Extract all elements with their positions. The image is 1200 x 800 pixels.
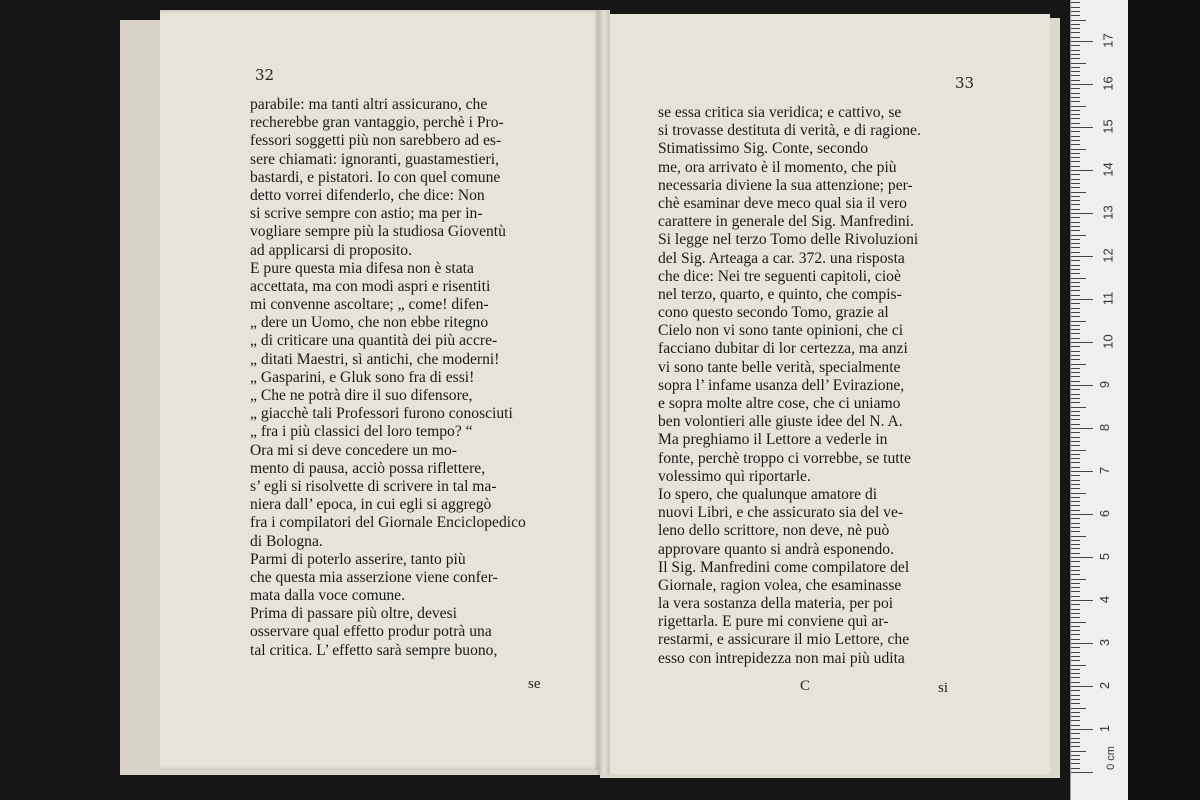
ruler-number: 2: [1097, 681, 1113, 690]
ruler-tick: [1071, 480, 1080, 481]
ruler-tick: [1071, 131, 1080, 132]
left_page-line: s’ egli si risolvette di scrivere in tal ma-: [250, 477, 497, 495]
left_page-line: tal critica. L’ effetto sarà sempre buono,: [250, 641, 498, 659]
ruler-tick: [1071, 273, 1080, 274]
left_page-line: che questa mia asserzione viene confer-: [250, 568, 498, 586]
ruler-tick: [1071, 183, 1080, 184]
ruler-tick: [1071, 204, 1080, 205]
ruler-tick: [1071, 114, 1080, 115]
ruler-tick: [1071, 351, 1080, 352]
ruler-tick: [1071, 746, 1080, 747]
right_page-line: nel terzo, quarto, e quinto, che compis-: [658, 285, 902, 303]
ruler-tick: [1071, 557, 1093, 558]
left_page-line: mi convenne ascoltare; „ come! difen-: [250, 296, 489, 314]
left_page-line: recherebbe gran vantaggio, perchè i Pro-: [250, 114, 504, 132]
left_page-line: accettata, ma con modi aspri e risentiti: [250, 277, 491, 295]
ruler-tick: [1071, 669, 1080, 670]
left_page-line: „ ditati Maestri, sì antichi, che moderni!: [250, 350, 500, 368]
left_page-line: Prima di passare più oltre, devesi: [250, 605, 457, 623]
ruler-tick: [1071, 415, 1080, 416]
ruler-number: 11: [1100, 291, 1116, 306]
right_page-line: ben volontieri alle giuste idee del N. A.: [658, 413, 903, 431]
ruler-tick: [1071, 708, 1086, 709]
ruler-tick: [1071, 41, 1093, 42]
ruler-tick: [1071, 308, 1080, 309]
ruler-tick: [1071, 613, 1080, 614]
left_page-line: parabile: ma tanti altri assicurano, che: [250, 96, 488, 113]
ruler-tick: [1071, 329, 1080, 330]
ruler-tick: [1071, 153, 1080, 154]
left_page-line: mata dalla voce comune.: [250, 587, 406, 605]
ruler-tick: [1071, 536, 1086, 537]
right_page-line: Si legge nel terzo Tomo delle Rivoluzioni: [658, 231, 919, 249]
ruler-unit-label: 0 cm: [1104, 746, 1117, 770]
ruler-tick: [1071, 217, 1080, 218]
ruler-tick: [1071, 101, 1080, 102]
ruler-tick: [1071, 742, 1080, 743]
ruler-tick: [1071, 269, 1080, 270]
ruler-tick: [1071, 716, 1080, 717]
right_page-line: sopra l’ infame usanza dell’ Evirazione,: [658, 376, 905, 394]
ruler-tick: [1071, 583, 1080, 584]
ruler-number: 4: [1097, 595, 1113, 604]
ruler-tick: [1071, 247, 1080, 248]
ruler-tick: [1071, 617, 1080, 618]
book-gutter: [598, 10, 610, 775]
ruler-tick: [1071, 553, 1080, 554]
left_page-line: ad applicarsi di proposito.: [250, 241, 412, 259]
ruler-tick: [1071, 738, 1080, 739]
ruler-tick: [1071, 712, 1080, 713]
ruler-tick: [1071, 282, 1080, 283]
right_page-line: Il Sig. Manfredini come compilatore del: [658, 558, 910, 576]
ruler-tick: [1071, 755, 1080, 756]
ruler-tick: [1071, 600, 1093, 601]
ruler-tick: [1071, 398, 1080, 399]
ruler-tick: [1071, 703, 1080, 704]
ruler-tick: [1071, 630, 1080, 631]
ruler-tick: [1071, 407, 1086, 408]
ruler-tick: [1071, 402, 1080, 403]
ruler-tick: [1071, 67, 1080, 68]
ruler-tick: [1071, 548, 1080, 549]
ruler-tick: [1071, 544, 1080, 545]
ruler-tick: [1071, 510, 1080, 511]
ruler-tick: [1071, 321, 1086, 322]
ruler-tick: [1071, 561, 1080, 562]
ruler-tick: [1071, 37, 1080, 38]
right_page-line: se essa critica sia veridica; e cattivo, se: [658, 104, 902, 121]
ruler-number: 13: [1100, 205, 1116, 220]
ruler-tick: [1071, 686, 1093, 687]
right_page-line: Giornale, ragion volea, che esaminasse: [658, 576, 902, 594]
ruler-tick: [1071, 733, 1080, 734]
ruler-number: 9: [1097, 380, 1113, 389]
ruler-tick: [1071, 54, 1080, 55]
ruler-tick: [1071, 123, 1080, 124]
ruler-tick: [1071, 127, 1093, 128]
ruler-tick: [1071, 256, 1093, 257]
ruler-tick: [1071, 170, 1093, 171]
ruler-tick: [1071, 682, 1080, 683]
right_page-line: vi sono tante belle verità, specialmente: [658, 358, 901, 376]
left_page-line: bastardi, e pistatori. Io con quel comune: [250, 168, 501, 186]
ruler-tick: [1071, 192, 1086, 193]
ruler-tick: [1071, 88, 1080, 89]
ruler-tick: [1071, 450, 1086, 451]
right_page-line: nuovi Libri, e che assicurato sia del ve-: [658, 504, 904, 522]
ruler-tick: [1071, 144, 1080, 145]
ruler-tick: [1071, 200, 1080, 201]
ruler-number: 8: [1097, 423, 1113, 432]
left_page-line: vogliare sempre più la studiosa Gioventù: [250, 223, 506, 241]
right_page-line: restarmi, e assicurare il mio Lettore, che: [658, 631, 910, 649]
right_page-line: necessaria diviene la sua attenzione; per-: [658, 176, 913, 194]
ruler-tick: [1071, 226, 1080, 227]
ruler-tick: [1071, 325, 1080, 326]
right_page-line: rigettarla. E pure mi conviene quì ar-: [658, 613, 889, 631]
right_page-line: chè esaminar deve meco qual sia il vero: [658, 194, 907, 212]
ruler-tick: [1071, 118, 1080, 119]
ruler-tick: [1071, 609, 1080, 610]
left_page-line: detto vorrei difenderlo, che dice: Non: [250, 186, 485, 204]
ruler-tick: [1071, 364, 1086, 365]
ruler-tick: [1071, 196, 1080, 197]
ruler-shadow: [1128, 0, 1200, 800]
ruler-tick: [1071, 660, 1080, 661]
left_page-line: „ giacchè tali Professori furono conosciuti: [250, 405, 513, 423]
ruler-tick: [1071, 445, 1080, 446]
ruler-tick: [1071, 222, 1080, 223]
ruler-number: 5: [1097, 552, 1113, 561]
ruler-tick: [1071, 518, 1080, 519]
ruler-tick: [1071, 484, 1080, 485]
ruler-tick: [1071, 50, 1080, 51]
ruler-tick: [1071, 385, 1093, 386]
ruler-tick: [1071, 381, 1080, 382]
ruler-tick: [1071, 252, 1080, 253]
ruler-tick: [1071, 419, 1080, 420]
ruler-tick: [1071, 665, 1086, 666]
ruler-tick: [1071, 604, 1080, 605]
ruler-number: 7: [1097, 466, 1113, 475]
ruler-tick: [1071, 695, 1080, 696]
right-page-number: 33: [955, 74, 975, 92]
left_page-line: „ dere un Uomo, che non ebbe ritegno: [250, 314, 489, 332]
ruler-tick: [1071, 316, 1080, 317]
ruler-tick: [1071, 690, 1080, 691]
ruler-number: 15: [1100, 119, 1116, 134]
right_page-line: facciano dubitar di lor certezza, ma anzi: [658, 340, 908, 358]
ruler-tick: [1071, 699, 1080, 700]
right_page-line: cono questo secondo Tomo, grazie al: [658, 304, 889, 322]
ruler-tick: [1071, 265, 1080, 266]
ruler-tick: [1071, 166, 1080, 167]
ruler-tick: [1071, 93, 1080, 94]
ruler-tick: [1071, 303, 1080, 304]
left-page-text: [250, 96, 572, 660]
ruler-tick: [1071, 587, 1080, 588]
ruler-tick: [1071, 523, 1080, 524]
ruler-tick: [1071, 411, 1080, 412]
ruler-tick: [1071, 359, 1080, 360]
ruler-tick: [1071, 161, 1080, 162]
right_page-line: Io spero, che qualunque amatore di: [658, 485, 878, 503]
ruler-tick: [1071, 493, 1086, 494]
ruler-tick: [1071, 763, 1080, 764]
ruler-tick: [1071, 531, 1080, 532]
right_page-line: si trovasse destituta di verità, e di ragione.: [658, 122, 921, 140]
ruler-tick: [1071, 20, 1086, 21]
left_page-line: Parmi di poterlo asserire, tanto più: [250, 550, 466, 568]
ruler-tick: [1071, 32, 1080, 33]
right_page-line: esso con intrepidezza non mai più udita: [658, 649, 905, 667]
ruler-tick: [1071, 278, 1086, 279]
ruler-number: 3: [1097, 638, 1113, 647]
ruler-tick: [1071, 652, 1080, 653]
ruler-tick: [1071, 286, 1080, 287]
right_page-line: la vera sostanza della materia, per poi: [658, 595, 894, 613]
right_page-line: che dice: Nei tre seguenti capitoli, cioè: [658, 267, 901, 285]
left_page-line: mento di pausa, acciò possa riflettere,: [250, 459, 486, 477]
ruler-number: 17: [1100, 33, 1116, 48]
ruler-tick: [1071, 647, 1080, 648]
ruler-tick: [1071, 84, 1093, 85]
measurement-ruler: [1070, 0, 1129, 800]
ruler-tick: [1071, 75, 1080, 76]
ruler-tick: [1071, 149, 1086, 150]
ruler-tick: [1071, 346, 1080, 347]
ruler-tick: [1071, 579, 1086, 580]
ruler-number: 6: [1097, 509, 1113, 518]
ruler-tick: [1071, 342, 1093, 343]
right-catchword: si: [938, 680, 949, 696]
ruler-number: 14: [1100, 162, 1116, 177]
ruler-tick: [1071, 15, 1080, 16]
left_page-line: „ Che ne potrà dire il suo difensore,: [250, 387, 473, 404]
ruler-tick: [1071, 179, 1080, 180]
left-page-number: 32: [255, 66, 275, 84]
ruler-tick: [1071, 467, 1080, 468]
right_page-line: approvare quanto si andrà esponendo.: [658, 540, 894, 558]
left_page-line: osservare qual effetto produr potrà una: [250, 623, 492, 641]
ruler-tick: [1071, 729, 1093, 730]
ruler-tick: [1071, 437, 1080, 438]
ruler-tick: [1071, 260, 1080, 261]
ruler-tick: [1071, 24, 1080, 25]
ruler-tick: [1071, 45, 1080, 46]
ruler-tick: [1071, 355, 1080, 356]
ruler-tick: [1071, 58, 1080, 59]
ruler-tick: [1071, 2, 1080, 3]
ruler-tick: [1071, 505, 1080, 506]
ruler-tick: [1071, 394, 1080, 395]
ruler-tick: [1071, 368, 1080, 369]
left-catchword: se: [528, 676, 541, 692]
right_page-line: me, ora arrivato è il momento, che più: [658, 158, 897, 176]
ruler-tick: [1071, 63, 1086, 64]
ruler-tick: [1071, 312, 1080, 313]
ruler-tick: [1071, 772, 1093, 773]
ruler-tick: [1071, 501, 1080, 502]
ruler-tick: [1071, 174, 1080, 175]
ruler-tick: [1071, 751, 1086, 752]
ruler-tick: [1071, 428, 1093, 429]
ruler-tick: [1071, 488, 1080, 489]
ruler-tick: [1071, 596, 1080, 597]
ruler-tick: [1071, 372, 1080, 373]
left_page-line: „ Gasparini, e Gluk sono fra di essi!: [250, 368, 475, 386]
ruler-tick: [1071, 673, 1080, 674]
left_page-line: E pure questa mia difesa non è stata: [250, 259, 474, 277]
ruler-tick: [1071, 643, 1093, 644]
right_page-line: del Sig. Arteaga a car. 372. una risposta: [658, 249, 905, 267]
ruler-number: 12: [1100, 248, 1116, 263]
right_page-line: leno dello scrittore, non deve, nè può: [658, 522, 890, 540]
left_page-line: „ di criticare una quantità dei più accre-: [250, 332, 498, 350]
ruler-tick: [1071, 106, 1086, 107]
left_page-line: si scrive sempre con astio; ma per in-: [250, 205, 483, 223]
ruler-tick: [1071, 497, 1080, 498]
ruler-tick: [1071, 591, 1080, 592]
ruler-tick: [1071, 720, 1080, 721]
ruler-number: 16: [1100, 76, 1116, 91]
ruler-tick: [1071, 389, 1080, 390]
ruler-number: 1: [1097, 724, 1113, 733]
ruler-tick: [1071, 458, 1080, 459]
ruler-tick: [1071, 540, 1080, 541]
ruler-tick: [1071, 80, 1080, 81]
ruler-tick: [1071, 235, 1086, 236]
signature-mark: C: [800, 678, 811, 694]
ruler-tick: [1071, 295, 1080, 296]
right_page-line: volessimo quì riportarle.: [658, 467, 811, 485]
right_page-line: Stimatissimo Sig. Conte, secondo: [658, 140, 869, 158]
ruler-tick: [1071, 136, 1080, 137]
ruler-tick: [1071, 187, 1080, 188]
right_page-line: fonte, perchè troppo ci vorrebbe, se tutte: [658, 449, 911, 467]
left_page-line: di Bologna.: [250, 532, 323, 550]
ruler-tick: [1071, 570, 1080, 571]
ruler-tick: [1071, 725, 1080, 726]
left_page-line: Ora mi si deve concedere un mo-: [250, 441, 457, 459]
ruler-tick: [1071, 290, 1080, 291]
ruler-tick: [1071, 230, 1080, 231]
ruler-tick: [1071, 209, 1080, 210]
ruler-tick: [1071, 622, 1086, 623]
ruler-tick: [1071, 110, 1080, 111]
ruler-tick: [1071, 376, 1080, 377]
ruler-tick: [1071, 471, 1093, 472]
left_page-line: fra i compilatori del Giornale Enciclopedico: [250, 514, 526, 532]
left_page-line: niera dall’ epoca, in cui egli si aggregò: [250, 496, 492, 514]
ruler-tick: [1071, 243, 1080, 244]
ruler-tick: [1071, 71, 1080, 72]
right_page-line: e sopra molte altre cose, che ci uniamo: [658, 395, 901, 412]
ruler-tick: [1071, 574, 1080, 575]
ruler-tick: [1071, 768, 1080, 769]
left_page-line: „ fra i più classici del loro tempo? “: [250, 423, 473, 441]
ruler-tick: [1071, 97, 1080, 98]
ruler-tick: [1071, 432, 1080, 433]
ruler-tick: [1071, 28, 1080, 29]
ruler-tick: [1071, 213, 1093, 214]
ruler-tick: [1071, 7, 1080, 8]
ruler-tick: [1071, 157, 1080, 158]
left_page-line: fessori soggetti più non sarebbero ad es-: [250, 132, 502, 150]
ruler-tick: [1071, 441, 1080, 442]
right_page-line: carattere in generale del Sig. Manfredini.: [658, 213, 914, 231]
ruler-tick: [1071, 239, 1080, 240]
ruler-tick: [1071, 333, 1080, 334]
ruler-tick: [1071, 462, 1080, 463]
ruler-tick: [1071, 677, 1080, 678]
ruler-tick: [1071, 626, 1080, 627]
ruler-tick: [1071, 527, 1080, 528]
ruler-tick: [1071, 566, 1080, 567]
left_page-line: sere chiamati: ignoranti, guastamestieri,: [250, 150, 499, 168]
ruler-tick: [1071, 338, 1080, 339]
ruler-tick: [1071, 639, 1080, 640]
right_page-line: Cielo non vi sono tante opinioni, che ci: [658, 322, 904, 340]
ruler-tick: [1071, 140, 1080, 141]
right-page-text: [658, 104, 976, 668]
ruler-tick: [1071, 759, 1080, 760]
ruler-number: 10: [1100, 334, 1116, 349]
ruler-tick: [1071, 634, 1080, 635]
ruler-tick: [1071, 299, 1093, 300]
right_page-line: Ma preghiamo il Lettore a vederle in: [658, 431, 888, 449]
ruler-tick: [1071, 424, 1080, 425]
ruler-tick: [1071, 11, 1080, 12]
ruler-tick: [1071, 656, 1080, 657]
ruler-tick: [1071, 454, 1080, 455]
ruler-tick: [1071, 475, 1080, 476]
ruler-tick: [1071, 514, 1093, 515]
